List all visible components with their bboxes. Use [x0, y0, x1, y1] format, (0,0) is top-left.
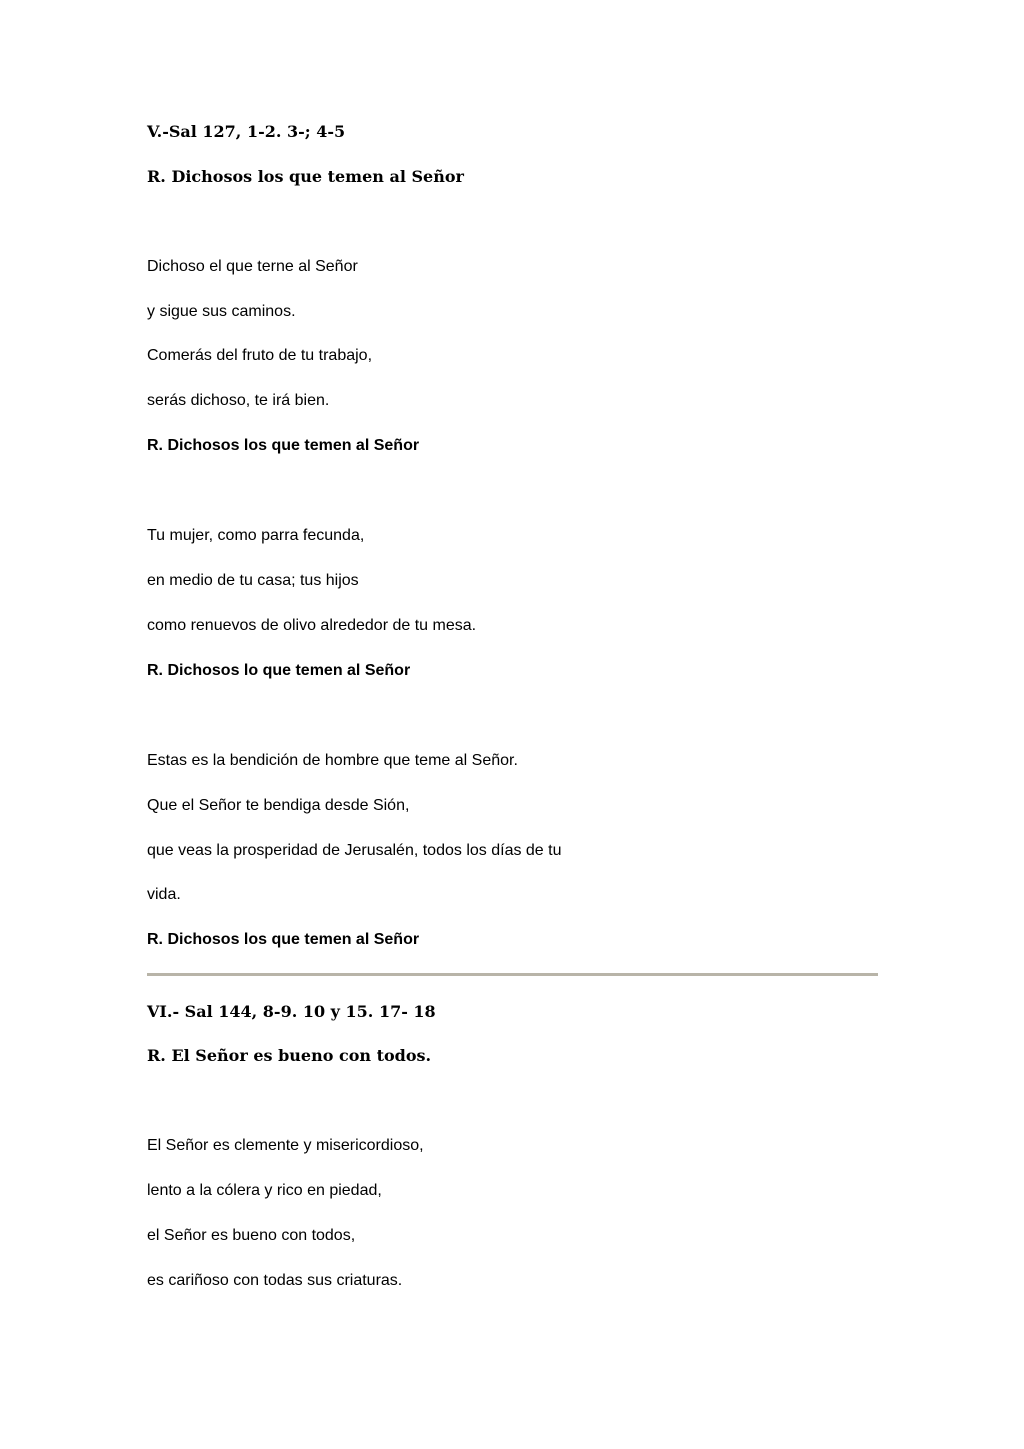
verse-line: Estas es la bendición de hombre que teme al Señor. [147, 752, 518, 769]
verse-line: y sigue sus caminos. [147, 303, 296, 320]
verse-line: como renuevos de olivo alrededor de tu mesa. [147, 617, 477, 634]
section-v-response: R. Dichosos los que temen al Señor [147, 167, 464, 186]
verse-line: Que el Señor te bendiga desde Sión, [147, 797, 410, 814]
verse-line: Comerás del fruto de tu trabajo, [147, 347, 373, 364]
section-vi-heading: VI.- Sal 144, 8-9. 10 y 15. 17- 18 [147, 1002, 436, 1021]
verse-line: serás dichoso, te irá bien. [147, 392, 330, 409]
verse-line: es cariñoso con todas sus criaturas. [147, 1272, 403, 1289]
section-v-heading: V.-Sal 127, 1-2. 3-; 4-5 [147, 122, 346, 141]
response-line: R. Dichosos los que temen al Señor [147, 437, 420, 454]
response-line: R. Dichosos los que temen al Señor [147, 931, 420, 948]
verse-line: Dichoso el que terne al Señor [147, 258, 358, 275]
verse-line: el Señor es bueno con todos, [147, 1227, 356, 1244]
verse-line: en medio de tu casa; tus hijos [147, 572, 359, 589]
verse-line: vida. [147, 886, 181, 903]
verse-line: El Señor es clemente y misericordioso, [147, 1137, 424, 1154]
verse-line: lento a la cólera y rico en piedad, [147, 1182, 382, 1199]
section-vi-response: R. El Señor es bueno con todos. [147, 1046, 432, 1065]
verse-line: que veas la prosperidad de Jerusalén, todos los días de tu [147, 842, 562, 859]
response-line: R. Dichosos lo que temen al Señor [147, 662, 411, 679]
verse-line: Tu mujer, como parra fecunda, [147, 527, 365, 544]
section-divider [147, 973, 878, 976]
